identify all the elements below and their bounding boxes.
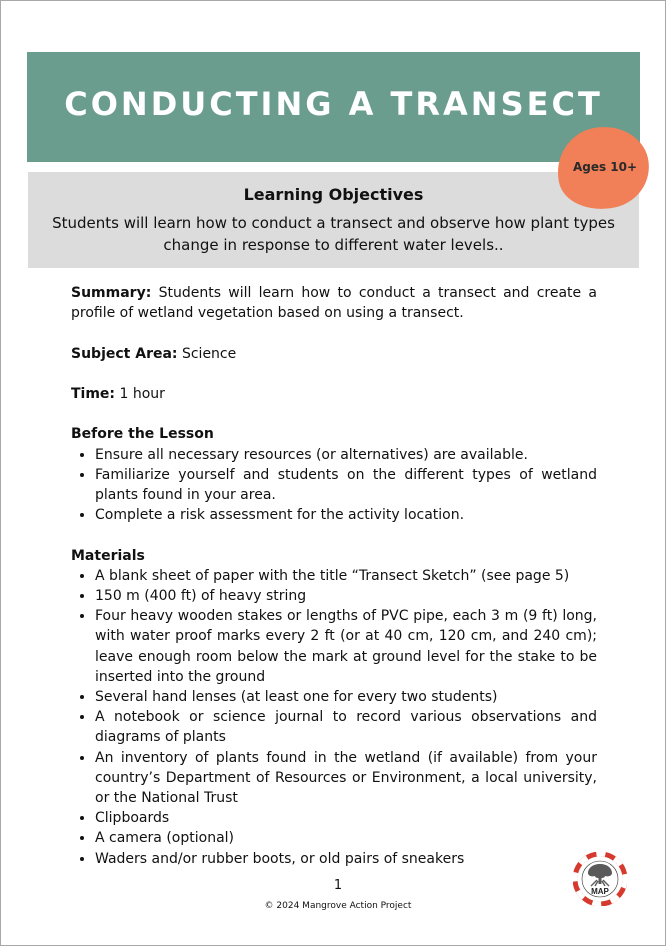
before-lesson-list [71, 445, 597, 526]
before-lesson-heading: Before the Lesson [71, 426, 214, 443]
page-title: CONDUCTING A TRANSECT [64, 85, 603, 123]
list-item: • Familiarize yourself and students on the different types of wetland plants found in your area. [95, 465, 597, 505]
title-banner [27, 52, 640, 162]
age-badge-label: Ages 10+ [572, 160, 638, 174]
list-item: • Ensure all necessary resources (or alternatives) are available. [95, 445, 597, 465]
lesson-content [71, 283, 597, 869]
logo-text: MAP [591, 887, 609, 896]
list-item: • Clipboards [95, 808, 597, 828]
summary-text: Students will learn how to conduct a transect and create a profile of wetland vegetation based on using a transect. [71, 285, 597, 322]
list-item: • Several hand lenses (at least one for every two students) [95, 687, 597, 707]
mangrove-action-project-logo-icon [573, 852, 627, 906]
time-value: 1 hour [115, 385, 165, 402]
time-label: Time: [71, 385, 116, 402]
list-item: • Complete a risk assessment for the activity location. [95, 505, 597, 525]
objectives-heading: Learning Objectives [243, 185, 424, 204]
subject-area-label: Subject Area: [71, 345, 178, 362]
objectives-text: Students will learn how to conduct a transect and observe how plant types change in response to different water levels.. [52, 214, 615, 254]
summary-paragraph [71, 283, 597, 323]
copyright-notice: © 2024 Mangrove Action Project [264, 901, 412, 911]
list-item: • An inventory of plants found in the wetland (if available) from your country’s Department of Resources or Environment, a local university, or the National Trust [95, 748, 597, 809]
subject-area-value: Science [177, 345, 237, 362]
list-item: • Waders and/or rubber boots, or old pairs of sneakers [95, 849, 597, 869]
list-item: • Four heavy wooden stakes or lengths of PVC pipe, each 3 m (9 ft) long, with water proof marks every 2 ft (or at 40 cm, 120 cm, and 240 cm); leave enough room below the mark at ground level for the stake to be inserted into the ground [95, 606, 597, 687]
list-item: • 150 m (400 ft) of heavy string [95, 586, 597, 606]
materials-list [71, 566, 597, 869]
time-line [71, 384, 597, 404]
summary-label: Summary: [71, 285, 152, 301]
page-number: 1 [333, 878, 343, 893]
subject-area-line [71, 344, 597, 364]
list-item: • A notebook or science journal to record various observations and diagrams of plants [95, 707, 597, 747]
learning-objectives-box [28, 172, 639, 268]
list-item: • A camera (optional) [95, 828, 597, 848]
materials-heading: Materials [71, 547, 145, 564]
list-item: • A blank sheet of paper with the title “Transect Sketch” (see page 5) [95, 566, 597, 586]
